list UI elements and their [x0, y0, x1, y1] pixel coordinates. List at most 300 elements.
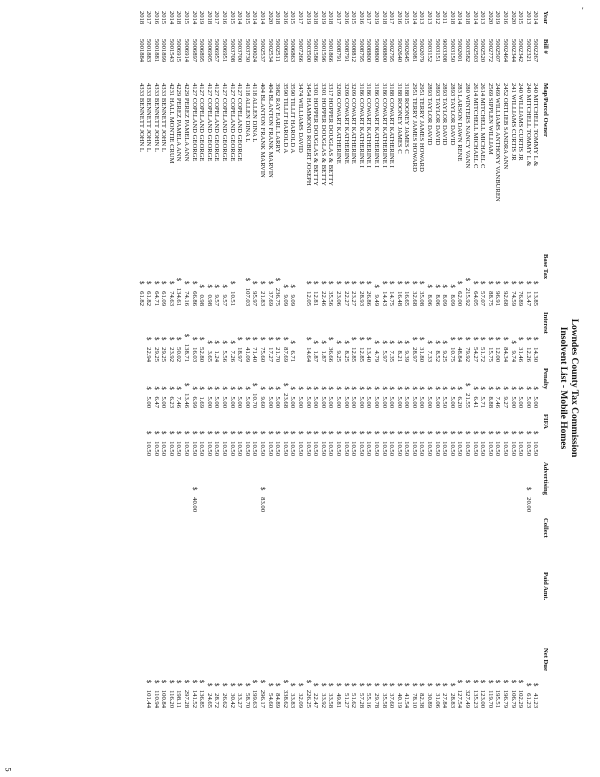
- cell-net-due: [205, 645, 213, 711]
- cell-fifa: [418, 411, 426, 459]
- cell-penalty: [388, 365, 396, 411]
- cell-year: 2016: [395, 11, 403, 25]
- dollar-sign: $: [334, 281, 342, 285]
- cell-value: 10.50: [281, 441, 289, 456]
- table-row: [532, 8, 540, 711]
- cell-value: 15.75: [486, 347, 494, 362]
- cell-value: 14.75: [388, 291, 396, 306]
- cell-penalty: [441, 365, 449, 411]
- cell-penalty: [304, 365, 312, 411]
- dollar-sign: $: [372, 431, 380, 435]
- cell-value: 10.50: [145, 441, 153, 456]
- cell-interest: [357, 309, 365, 365]
- cell-collect: [160, 515, 168, 569]
- dollar-sign: $: [327, 337, 335, 341]
- dollar-sign: $: [319, 340, 327, 344]
- cell-value: 102.29: [517, 689, 525, 708]
- dollar-sign: $: [281, 679, 289, 684]
- table-row: [342, 8, 350, 711]
- dollar-sign: $: [259, 281, 267, 285]
- table-row: [350, 8, 358, 711]
- dollar-sign: $: [524, 683, 532, 687]
- cell-value: 36.66: [327, 347, 335, 362]
- cell-owner: 4118 ALLEN DINA L: [243, 83, 251, 143]
- dollar-sign: $: [243, 683, 251, 687]
- cell-paid: [334, 569, 342, 645]
- table-row: [463, 8, 471, 711]
- dollar-sign: $: [274, 277, 282, 282]
- cell-value: 27.84: [441, 693, 449, 708]
- dollar-sign: $: [327, 281, 335, 285]
- cell-net-due: [236, 645, 244, 711]
- cell-fifa: [350, 411, 358, 459]
- dollar-sign: $: [464, 679, 472, 684]
- cell-penalty: [296, 365, 304, 411]
- cell-year: 2020: [266, 11, 274, 25]
- cell-net-due: [494, 645, 502, 711]
- cell-year: 2016: [502, 11, 510, 25]
- cell-value: 76.89: [517, 291, 525, 306]
- cell-net-due: [350, 645, 358, 711]
- cell-bill: 5002511: [274, 39, 282, 62]
- cell-value: 57.28: [357, 693, 365, 708]
- cell-year: 2016: [342, 11, 350, 25]
- dollar-sign: $: [403, 386, 411, 390]
- dollar-sign: $: [319, 683, 327, 687]
- cell-base-tax: [441, 251, 449, 309]
- cell-base-tax: [463, 251, 471, 309]
- cell-bill: 5003152: [426, 39, 434, 63]
- dollar-sign: $: [175, 277, 183, 282]
- cell-year: 2014: [471, 11, 479, 25]
- cell-interest: [365, 309, 373, 365]
- cell-fifa: [274, 411, 282, 459]
- dollar-sign: $: [160, 431, 168, 435]
- cell-value: 62.00: [456, 291, 464, 306]
- cell-net-due: [289, 645, 297, 711]
- cell-value: 8.06: [426, 294, 434, 306]
- cell-interest: [501, 309, 509, 365]
- cell-value: 10.50: [243, 441, 251, 456]
- dollar-sign: $: [509, 340, 517, 344]
- dollar-sign: $: [213, 683, 221, 687]
- dollar-sign: $: [160, 386, 168, 390]
- cell-penalty: [160, 365, 168, 411]
- cell-value: 5.00: [433, 396, 441, 408]
- dollar-sign: $: [494, 386, 502, 390]
- cell-owner: 4127 COPELAND GEORGE: [228, 83, 236, 162]
- dollar-sign: $: [342, 281, 350, 285]
- cell-fifa: [296, 411, 304, 459]
- cell-owner: 240 MITCHELL TOMMY L &: [524, 83, 532, 167]
- cell-value: 10.50: [152, 441, 160, 456]
- cell-value: 10.50: [274, 441, 282, 456]
- cell-base-tax: [448, 251, 456, 309]
- cell-net-due: [372, 645, 380, 711]
- cell-paid: [517, 569, 525, 645]
- cell-owner: 4127 COPELAND GEORGE: [205, 83, 213, 162]
- cell-paid: [312, 569, 320, 645]
- cell-interest: [304, 309, 312, 365]
- cell-paid: [243, 569, 251, 645]
- cell-fifa: [456, 411, 464, 459]
- cell-fifa: [175, 411, 183, 459]
- cell-value: 116.20: [167, 690, 175, 708]
- dollar-sign: $: [380, 340, 388, 344]
- cell-net-due: [152, 645, 160, 711]
- cell-owner: 3186 COWART KATHERINE I: [372, 83, 380, 168]
- cell-value: 10.50: [221, 441, 229, 456]
- cell-advertising: [463, 459, 471, 515]
- cell-base-tax: [205, 251, 213, 309]
- cell-advertising: [327, 459, 335, 515]
- cell-value: 138.71: [183, 343, 191, 362]
- cell-base-tax: [183, 251, 191, 309]
- cell-fifa: [388, 411, 396, 459]
- cell-value: 5.00: [524, 396, 532, 408]
- dollar-sign: $: [524, 487, 532, 491]
- cell-paid: [403, 569, 411, 645]
- cell-bill: 5002344: [509, 39, 517, 63]
- cell-fifa: [486, 411, 494, 459]
- cell-advertising: [243, 459, 251, 515]
- cell-penalty: [289, 365, 297, 411]
- cell-penalty: [494, 365, 502, 411]
- dollar-sign: $: [395, 431, 403, 435]
- cell-penalty: [137, 365, 145, 411]
- cell-collect: [494, 515, 502, 569]
- cell-bill: 5002267: [532, 39, 540, 63]
- cell-year: 2013: [524, 11, 532, 25]
- cell-paid: [258, 569, 266, 645]
- cell-value: 6.99: [190, 396, 198, 408]
- dollar-sign: $: [532, 683, 540, 687]
- dollar-sign: $: [357, 431, 365, 435]
- cell-collect: [479, 515, 487, 569]
- dollar-sign: $: [448, 386, 456, 390]
- cell-value: 5.00: [509, 396, 517, 408]
- dollar-sign: $: [479, 281, 487, 285]
- dollar-sign: $: [342, 431, 350, 435]
- cell-year: 2017: [334, 11, 342, 25]
- cell-value: 31.80: [418, 347, 426, 362]
- cell-value: 54.27: [471, 347, 479, 362]
- cell-year: 2014: [236, 11, 244, 25]
- cell-base-tax: [479, 251, 487, 309]
- dollar-sign: $: [524, 386, 532, 390]
- table-row: [395, 8, 403, 711]
- cell-owner: 3186 COWART KATHERINE I: [365, 83, 373, 168]
- cell-year: 2014: [251, 11, 259, 25]
- cell-value: 296.17: [259, 689, 267, 708]
- dollar-sign: $: [175, 386, 183, 390]
- cell-net-due: [463, 645, 471, 711]
- cell-value: 10.50: [289, 441, 297, 456]
- cell-fifa: [342, 411, 350, 459]
- dollar-sign: $: [266, 281, 274, 285]
- cell-penalty: [251, 365, 259, 411]
- cell-value: 7.46: [494, 396, 502, 408]
- cell-value: 10.50: [418, 441, 426, 456]
- cell-fifa: [319, 411, 327, 459]
- dollar-sign: $: [167, 431, 175, 435]
- cell-value: 10.75: [448, 347, 456, 362]
- cell-advertising: [403, 459, 411, 515]
- cell-advertising: [152, 459, 160, 515]
- cell-interest: [532, 309, 540, 365]
- cell-advertising: [296, 459, 304, 515]
- col-interest: Interest: [542, 312, 549, 334]
- dollar-sign: $: [395, 340, 403, 344]
- cell-value: 5.00: [365, 396, 373, 408]
- dollar-sign: $: [312, 386, 320, 390]
- cell-advertising: [372, 459, 380, 515]
- dollar-sign: $: [509, 679, 517, 684]
- cell-bill: 5006897: [190, 39, 198, 63]
- dollar-sign: $: [357, 386, 365, 390]
- cell-penalty: [456, 365, 464, 411]
- cell-penalty: [220, 365, 228, 411]
- dollar-sign: $: [365, 281, 373, 285]
- cell-value: 10.50: [213, 441, 221, 456]
- cell-value: 17.27: [266, 347, 274, 362]
- cell-bill: 5003582: [464, 39, 472, 63]
- cell-bill: 5008791: [334, 39, 342, 63]
- cell-owner: 4229 PEREZ PAMELA ANN: [175, 83, 183, 162]
- cell-interest: [145, 309, 153, 365]
- cell-value: 10.50: [312, 441, 320, 456]
- cell-value: 10.51: [228, 291, 236, 306]
- dollar-sign: $: [304, 281, 312, 285]
- cell-fifa: [251, 411, 259, 459]
- cell-base-tax: [418, 251, 426, 309]
- cell-value: 10.50: [464, 441, 472, 456]
- cell-year: 2014: [167, 11, 175, 25]
- cell-interest: [198, 309, 206, 365]
- cell-value: 5.00: [221, 396, 229, 408]
- dollar-sign: $: [236, 386, 244, 390]
- table-body: [137, 8, 539, 711]
- cell-value: 52.80: [198, 347, 206, 362]
- cell-fifa: [327, 411, 335, 459]
- cell-bill: 5003700: [236, 39, 244, 63]
- cell-advertising: [198, 459, 206, 515]
- cell-penalty: [433, 365, 441, 411]
- cell-fifa: [228, 411, 236, 459]
- cell-paid: [167, 569, 175, 645]
- cell-value: 100.84: [160, 689, 168, 708]
- dollar-sign: $: [532, 281, 540, 285]
- cell-owner: 3317 HOPPER DOUGLAS & BETTY: [327, 83, 335, 186]
- cell-advertising: [456, 459, 464, 515]
- cell-collect: [167, 515, 175, 569]
- cell-paid: [304, 569, 312, 645]
- col-fifa: FIFA: [542, 414, 549, 429]
- cell-net-due: [418, 645, 426, 711]
- cell-owner: 4333 BENNETT JOHN L: [137, 83, 145, 152]
- cell-year: 2020: [509, 11, 517, 25]
- dollar-sign: $: [274, 431, 282, 435]
- cell-penalty: [524, 365, 532, 411]
- cell-base-tax: [532, 251, 540, 309]
- cell-advertising: [517, 459, 525, 515]
- cell-fifa: [281, 411, 289, 459]
- dollar-sign: $: [297, 683, 304, 687]
- cell-value: 79.92: [464, 347, 472, 362]
- table-row: [213, 8, 221, 711]
- cell-value: 106.79: [509, 689, 517, 708]
- cell-value: 66.86: [190, 291, 198, 306]
- cell-value: 12.81: [312, 291, 320, 306]
- cell-value: 9.09: [289, 294, 297, 306]
- cell-penalty: [418, 365, 426, 411]
- cell-value: 10.50: [236, 441, 244, 456]
- cell-paid: [152, 569, 160, 645]
- cell-collect: [213, 515, 221, 569]
- cell-advertising: [175, 459, 183, 515]
- cell-fifa: [183, 411, 191, 459]
- cell-owner: 3188 ROONEY JAMES C: [403, 83, 411, 154]
- cell-value: 41.09: [243, 347, 251, 362]
- cell-year: 2017: [213, 11, 221, 25]
- cell-bill: 5002640: [395, 39, 403, 63]
- cell-value: 10.50: [509, 441, 517, 456]
- cell-bill: 5003730: [243, 39, 251, 63]
- cell-interest: [243, 309, 251, 365]
- cell-base-tax: [137, 251, 145, 309]
- dollar-sign: $: [486, 337, 494, 341]
- cell-paid: [456, 569, 464, 645]
- dollar-sign: $: [228, 683, 236, 687]
- cell-base-tax: [281, 251, 289, 309]
- cell-penalty: [395, 365, 403, 411]
- cell-bill: 5006957: [213, 39, 221, 63]
- cell-base-tax: [145, 251, 153, 309]
- dollar-sign: $: [259, 679, 267, 684]
- dollar-sign: $: [251, 679, 259, 684]
- dollar-sign: $: [289, 340, 297, 344]
- dollar-sign: $: [456, 337, 464, 341]
- cell-net-due: [357, 645, 365, 711]
- dollar-sign: $: [448, 284, 456, 288]
- cell-value: 119.70: [486, 690, 494, 708]
- cell-bill: 5008800: [380, 39, 388, 63]
- cell-base-tax: [251, 251, 259, 309]
- table-row: [243, 8, 251, 711]
- cell-value: 16.03: [190, 347, 198, 362]
- cell-paid: [350, 569, 358, 645]
- cell-value: 35.58: [380, 693, 388, 708]
- cell-fifa: [463, 411, 471, 459]
- cell-owner: 2452 ORTLIEB SANDRA ANN: [502, 83, 510, 170]
- dollar-sign: $: [183, 383, 191, 387]
- cell-fifa: [236, 411, 244, 459]
- dollar-sign: $: [433, 386, 441, 390]
- cell-value: 8.25: [342, 350, 350, 362]
- cell-value: 83.00: [259, 497, 267, 512]
- cell-value: 199.63: [251, 689, 259, 708]
- cell-base-tax: [152, 251, 160, 309]
- cell-collect: [433, 515, 441, 569]
- dollar-sign: $: [137, 281, 145, 285]
- cell-owner: 2893 TAYLOR DAVID: [448, 83, 456, 146]
- cell-net-due: [532, 645, 540, 711]
- table-row: [175, 8, 183, 711]
- cell-paid: [433, 569, 441, 645]
- rotated-report: [24, 8, 579, 768]
- cell-base-tax: [243, 251, 251, 309]
- cell-collect: [357, 515, 365, 569]
- dollar-sign: $: [350, 337, 358, 341]
- cell-advertising: [426, 459, 434, 515]
- cell-interest: [426, 309, 434, 365]
- cell-value: 13.85: [532, 291, 540, 306]
- dollar-sign: $: [456, 431, 464, 435]
- dollar-sign: $: [350, 431, 358, 435]
- cell-penalty: [266, 365, 274, 411]
- cell-collect: [441, 515, 449, 569]
- cell-net-due: [281, 645, 289, 711]
- dollar-sign: $: [350, 386, 358, 390]
- dollar-sign: $: [418, 281, 426, 285]
- dollar-sign: $: [259, 487, 267, 491]
- dollar-sign: $: [410, 431, 418, 435]
- table-row: [228, 8, 236, 711]
- cell-value: 5.00: [395, 396, 403, 408]
- dollar-sign: $: [304, 386, 312, 390]
- cell-owner: 283 LARSON DAWN RENE: [456, 83, 464, 162]
- cell-value: 12.05: [304, 291, 312, 306]
- dollar-sign: $: [395, 281, 403, 285]
- cell-base-tax: [198, 251, 206, 309]
- cell-bill: 5002001: [456, 39, 464, 63]
- cell-interest: [190, 309, 198, 365]
- cell-bill: 5002645: [403, 39, 411, 63]
- dollar-sign: $: [266, 431, 274, 435]
- cell-bill: 5002342: [517, 39, 525, 63]
- table-row: [289, 8, 297, 711]
- dollar-sign: $: [448, 431, 456, 435]
- cell-advertising: [137, 459, 145, 515]
- cell-owner: 3590 TILLIT HAROLD A: [281, 83, 289, 154]
- cell-base-tax: [274, 251, 282, 309]
- cell-penalty: [410, 365, 418, 411]
- table-row: [524, 8, 532, 711]
- cell-net-due: [258, 645, 266, 711]
- cell-value: 1.87: [312, 350, 320, 362]
- cell-collect: [410, 515, 418, 569]
- cell-value: 23.06: [334, 291, 342, 306]
- cell-advertising: [167, 459, 175, 515]
- dollar-sign: $: [494, 281, 502, 285]
- cell-value: 31.46: [517, 347, 525, 362]
- table-row: [319, 8, 327, 711]
- cell-paid: [418, 569, 426, 645]
- cell-bill: 5002534: [266, 39, 274, 63]
- cell-paid: [281, 569, 289, 645]
- dollar-sign: $: [190, 431, 198, 435]
- cell-bill: 5001884: [137, 39, 145, 63]
- cell-collect: [517, 515, 525, 569]
- cell-penalty: [312, 365, 320, 411]
- dollar-sign: $: [236, 683, 244, 687]
- table-row: [183, 8, 191, 711]
- cell-bill: 5008812: [350, 39, 358, 63]
- cell-fifa: [517, 411, 525, 459]
- cell-value: 8.06: [433, 294, 441, 306]
- cell-advertising: [441, 459, 449, 515]
- cell-penalty: [517, 365, 525, 411]
